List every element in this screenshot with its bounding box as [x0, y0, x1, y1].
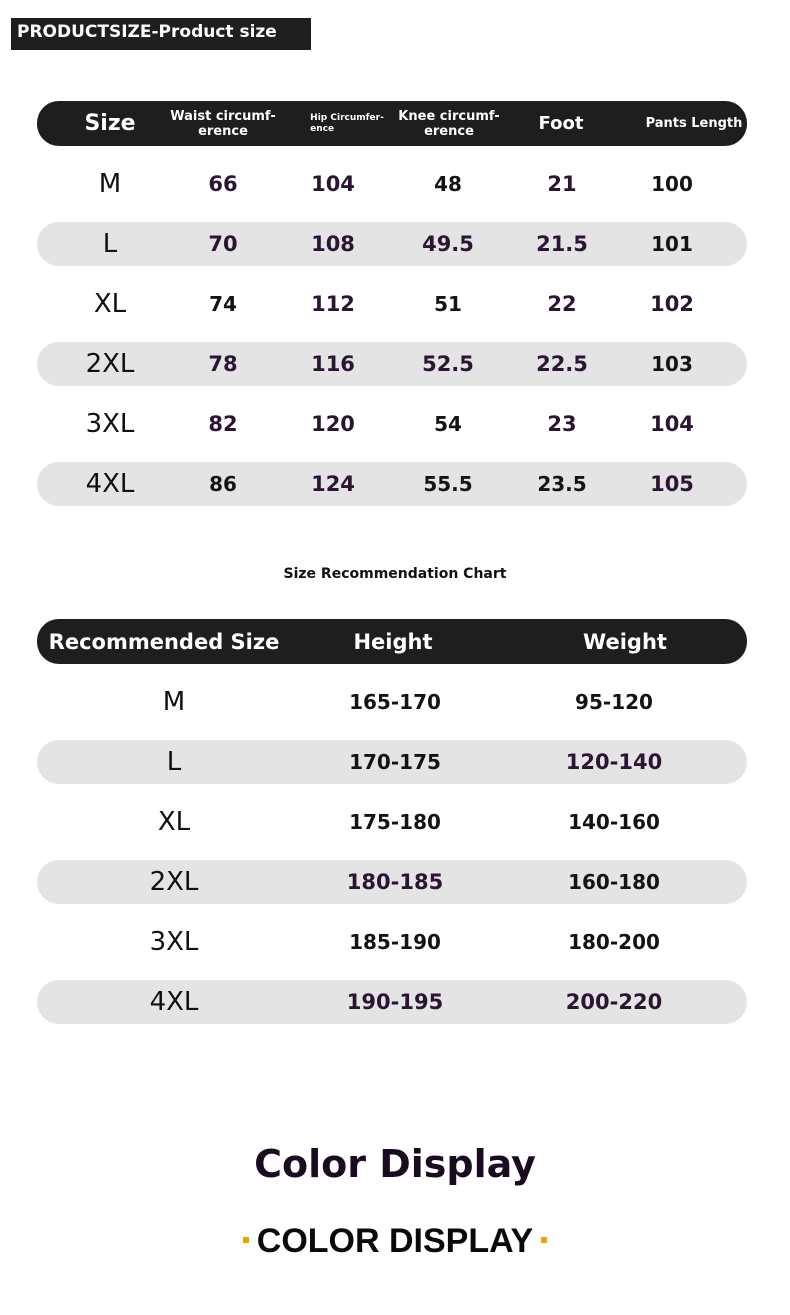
cell-size: L	[102, 229, 118, 259]
table-row	[37, 740, 747, 784]
cell-length: 102	[650, 292, 694, 316]
header-size: Size	[84, 111, 136, 136]
table-row	[37, 860, 747, 904]
table-row	[37, 222, 747, 266]
accent-dot-icon	[541, 1237, 547, 1243]
cell-size: L	[166, 747, 182, 777]
cell-foot: 22	[547, 292, 577, 316]
cell-size: 2XL	[85, 349, 135, 379]
color-display-subtitle	[0, 1222, 790, 1261]
header-hip-line2: ence	[310, 123, 335, 134]
cell-hip: 112	[311, 292, 355, 316]
table-row	[37, 402, 747, 446]
cell-hip: 104	[311, 172, 355, 196]
cell-foot: 21	[547, 172, 577, 196]
table-row	[37, 162, 747, 206]
table-row	[37, 980, 747, 1024]
table-row	[37, 342, 747, 386]
cell-waist: 70	[208, 232, 238, 256]
cell-size: 4XL	[149, 987, 199, 1017]
cell-height: 175-180	[349, 810, 441, 834]
header-knee-line2: erence	[424, 123, 474, 139]
size-table	[37, 101, 747, 506]
cell-knee: 54	[434, 412, 462, 436]
cell-weight: 200-220	[565, 990, 663, 1014]
table-row	[37, 800, 747, 844]
recommendation-table-header	[37, 619, 747, 664]
cell-foot: 23.5	[537, 472, 587, 496]
header-pants-length: Pants Length	[645, 116, 743, 131]
recommendation-title: Size Recommendation Chart	[283, 566, 507, 582]
cell-hip: 124	[311, 472, 355, 496]
cell-weight: 180-200	[568, 930, 660, 954]
cell-height: 185-190	[349, 930, 441, 954]
cell-size: 3XL	[85, 409, 135, 439]
cell-size: XL	[157, 807, 191, 837]
cell-height: 190-195	[346, 990, 444, 1014]
cell-size: 2XL	[149, 867, 199, 897]
header-knee	[398, 101, 499, 146]
header-hip-line1: Hip Circumfer-	[310, 112, 384, 123]
cell-waist: 74	[209, 292, 237, 316]
table-row	[37, 920, 747, 964]
cell-length: 101	[651, 232, 693, 256]
cell-weight: 95-120	[575, 690, 653, 714]
cell-knee: 55.5	[423, 472, 473, 496]
cell-knee: 49.5	[422, 232, 474, 256]
accent-dot-icon	[243, 1237, 249, 1243]
cell-size: 3XL	[149, 927, 199, 957]
cell-foot: 22.5	[536, 352, 588, 376]
cell-waist: 78	[208, 352, 238, 376]
cell-length: 105	[650, 472, 694, 496]
header-waist-line1: Waist circumf-	[170, 108, 276, 124]
cell-knee: 51	[434, 292, 462, 316]
cell-size: M	[98, 169, 122, 199]
cell-height: 170-175	[349, 750, 441, 774]
header-hip	[310, 101, 384, 146]
color-display-subtitle-text: COLOR DISPLAY	[256, 1222, 534, 1260]
size-table-header	[37, 101, 747, 146]
table-row	[37, 282, 747, 326]
cell-foot: 23	[547, 412, 577, 436]
header-weight: Weight	[583, 629, 667, 654]
cell-waist: 66	[208, 172, 238, 196]
cell-waist: 86	[209, 472, 237, 496]
cell-waist: 82	[208, 412, 238, 436]
header-height: Height	[353, 629, 433, 654]
cell-length: 104	[650, 412, 694, 436]
table-row	[37, 462, 747, 506]
cell-foot: 21.5	[536, 232, 588, 256]
cell-weight: 120-140	[565, 750, 663, 774]
page-title-banner: PRODUCTSIZE-Product size	[11, 18, 311, 50]
cell-height: 180-185	[346, 870, 444, 894]
cell-size: M	[162, 687, 186, 717]
cell-length: 103	[651, 352, 693, 376]
cell-size: 4XL	[85, 469, 135, 499]
recommendation-table	[37, 619, 747, 1024]
table-row	[37, 680, 747, 724]
cell-knee: 52.5	[422, 352, 474, 376]
header-waist-line2: erence	[198, 123, 248, 139]
header-foot: Foot	[538, 113, 584, 134]
cell-hip: 116	[311, 352, 355, 376]
cell-length: 100	[651, 172, 693, 196]
color-display-title: Color Display	[254, 1142, 536, 1186]
cell-size: XL	[93, 289, 127, 319]
header-recommended-size: Recommended Size	[48, 629, 280, 654]
cell-knee: 48	[434, 172, 462, 196]
header-waist	[170, 101, 276, 146]
cell-weight: 160-180	[568, 870, 660, 894]
cell-height: 165-170	[349, 690, 441, 714]
cell-weight: 140-160	[568, 810, 660, 834]
header-knee-line1: Knee circumf-	[398, 108, 500, 124]
cell-hip: 108	[311, 232, 355, 256]
cell-hip: 120	[311, 412, 355, 436]
